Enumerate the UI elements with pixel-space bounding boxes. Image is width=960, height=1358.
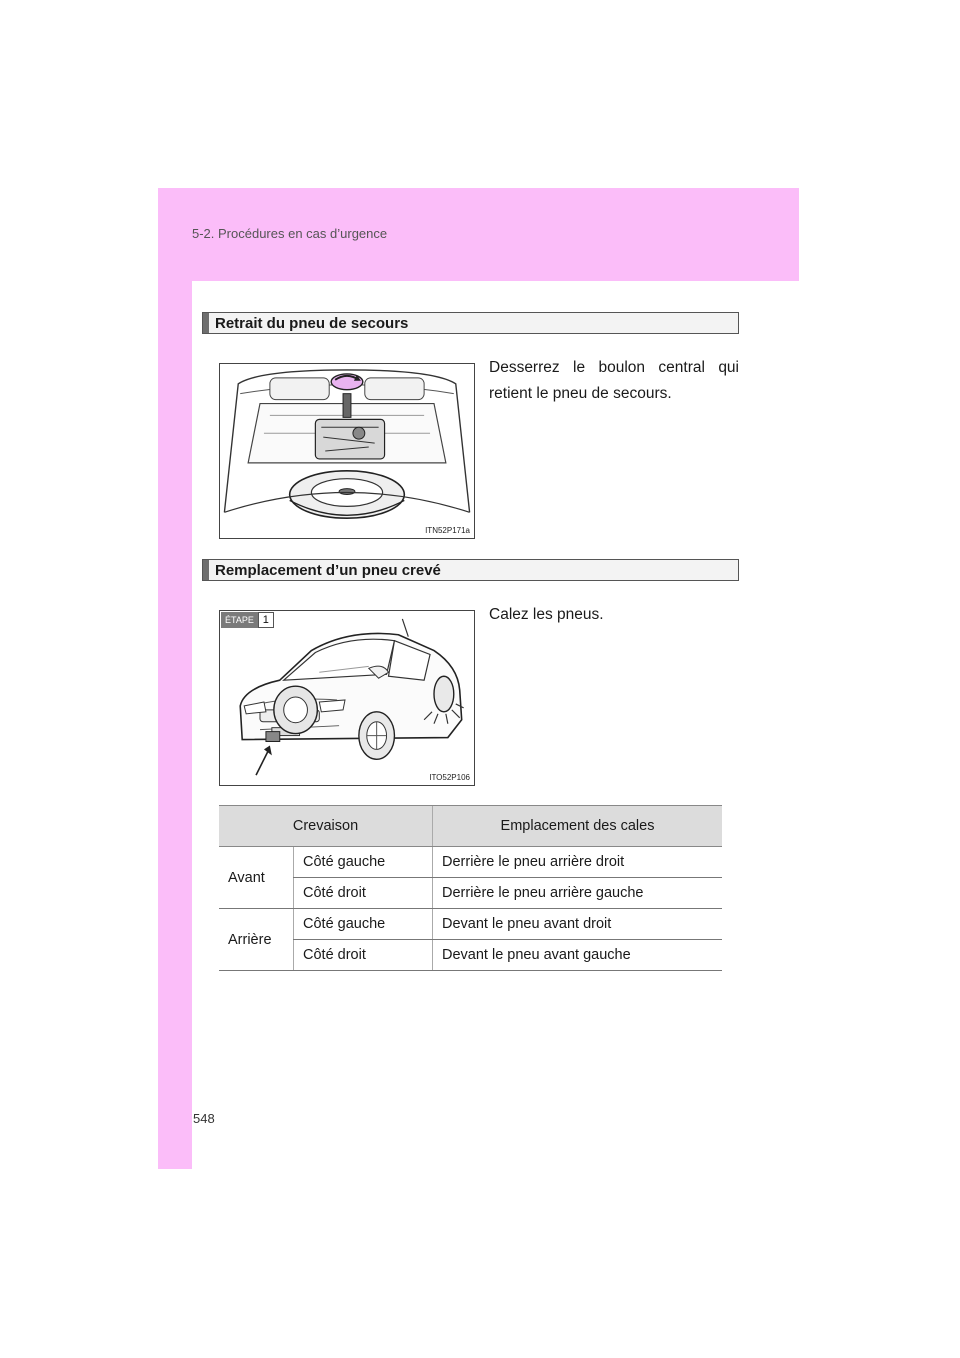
row-side: Côté droit [294, 878, 433, 909]
table-row [219, 940, 722, 971]
car-illustration [220, 611, 474, 785]
header-flat-tire: Crevaison [219, 806, 433, 847]
row-location: Devant le pneu avant gauche [433, 940, 723, 971]
heading-bar [203, 560, 209, 580]
figure-spare-tire-trunk [219, 363, 475, 539]
table-row [219, 878, 722, 909]
chapter-section-label: 5-2. Procédures en cas d’urgence [192, 226, 388, 241]
chapter-side-band [158, 281, 192, 1169]
instruction-chock-tires: Calez les pneus. [489, 606, 604, 623]
step-word: ÉTAPE [221, 612, 258, 628]
heading-flat-tire-replace [202, 559, 739, 581]
chock-location-table [219, 805, 722, 971]
row-location: Derrière le pneu arrière droit [433, 847, 723, 878]
table-row [219, 909, 722, 940]
row-side: Côté droit [294, 940, 433, 971]
heading-spare-removal [202, 312, 739, 334]
figure-code: ITN52P171a [425, 526, 470, 535]
row-side: Côté gauche [294, 909, 433, 940]
row-group-rear: Arrière [219, 909, 294, 971]
row-side: Côté gauche [294, 847, 433, 878]
figure-code: ITO52P106 [429, 773, 470, 782]
instruction-loosen-bolt: Desserrez le boulon central qui retient le pneu de secours. [489, 359, 739, 402]
trunk-illustration [220, 364, 474, 538]
step-badge [221, 612, 274, 628]
row-group-front: Avant [219, 847, 294, 909]
step-number: 1 [258, 612, 274, 628]
table-header-row [219, 806, 722, 847]
row-location: Devant le pneu avant droit [433, 909, 723, 940]
header-chock-location: Emplacement des cales [433, 806, 723, 847]
figure-chock-tires [219, 610, 475, 786]
heading-text: Retrait du pneu de secours [215, 314, 409, 332]
row-location: Derrière le pneu arrière gauche [433, 878, 723, 909]
heading-text: Remplacement d’un pneu crevé [215, 561, 441, 579]
table-row [219, 847, 722, 878]
page-number: 548 [193, 1111, 215, 1126]
heading-bar [203, 313, 209, 333]
